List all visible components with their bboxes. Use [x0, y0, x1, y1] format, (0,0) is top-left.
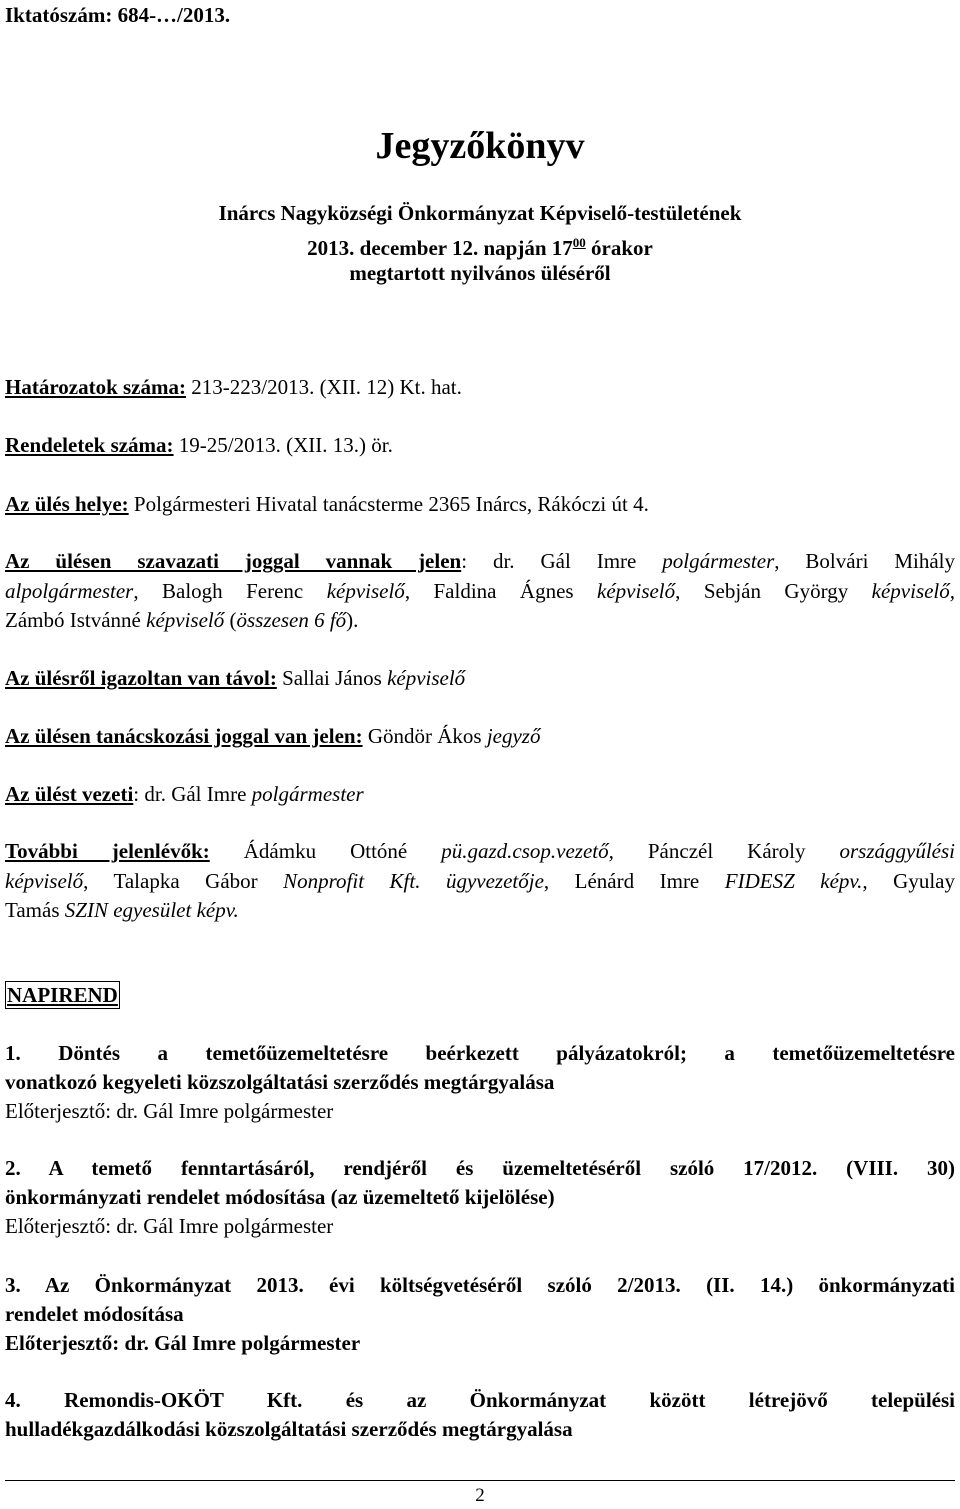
- decrees-line: [5, 430, 955, 460]
- chair-label: Az ülést vezeti: [5, 782, 134, 806]
- iktatoszam: Iktatószám: 684-…/2013.: [5, 3, 231, 27]
- attendance-label: Az ülésen szavazati joggal vannak jelen: [5, 549, 462, 573]
- attendance-role: képviselő: [146, 608, 225, 632]
- napirend-heading: NAPIREND: [7, 983, 118, 1007]
- attendance-role: képviselő: [597, 579, 676, 603]
- agenda-item-4-line-2: hulladékgazdálkodási közszolgáltatási szerződés megtárgyalása: [5, 1417, 573, 1441]
- others-text: , Gyulay: [862, 869, 955, 893]
- venue-line: [5, 489, 955, 519]
- subtitle-time-suffix: órakor: [585, 236, 653, 260]
- others-role: Nonprofit Kft.: [283, 869, 421, 893]
- subtitle-time-sup: 00: [572, 235, 586, 250]
- advisory-name: Göndör Ákos: [362, 724, 487, 748]
- others-text: Pánczél Károly: [613, 839, 840, 863]
- agenda-item-1-presenter: Előterjesztő: dr. Gál Imre polgármester: [5, 1099, 334, 1123]
- agenda-item-3-line-2: rendelet módosítása: [5, 1302, 184, 1326]
- venue-label: Az ülés helye:: [5, 492, 129, 516]
- resolutions-label: Határozatok száma:: [5, 375, 186, 399]
- document-title: Jegyzőkönyv: [375, 125, 585, 167]
- decrees-label: Rendeletek száma:: [5, 433, 174, 457]
- others-text: , Lénárd Imre: [543, 869, 725, 893]
- advisory-line: [5, 721, 955, 751]
- agenda-item-2-line-1: 2. A temető fenntartásáról, rendjéről és üzemeltetéséről szóló 17/2012. (VIII. 30): [5, 1156, 955, 1180]
- chair-name: : dr. Gál Imre: [133, 782, 252, 806]
- agenda-item-1-line-1: 1. Döntés a temetőüzemeltetésre beérkezett pályázatokról; a temetőüzemeltetésre: [5, 1041, 955, 1065]
- subtitle-line-1: Inárcs Nagyközségi Önkormányzat Képviselő-testületének: [218, 201, 742, 225]
- others-label: További jelenlévők:: [5, 839, 210, 863]
- attendance-text: (: [224, 608, 237, 632]
- absent-role: képviselő: [387, 666, 466, 690]
- others-role: FIDESZ képv.: [724, 869, 863, 893]
- subtitle-date: 2013. december 12. napján 17: [307, 236, 573, 260]
- resolutions-line: [5, 372, 955, 402]
- absent-name: Sallai János: [276, 666, 388, 690]
- subtitle-line-3: megtartott nyilvános üléséről: [349, 261, 611, 285]
- resolutions-value: 213-223/2013. (XII. 12) Kt. hat.: [186, 375, 462, 399]
- attendance-role: képviselő,: [871, 579, 956, 603]
- attendance-role: polgármester: [662, 549, 775, 573]
- attendance-role: alpolgármester: [5, 579, 134, 603]
- attendance-text: , Bolvári Mihály: [774, 549, 955, 573]
- others-text: , Talapka Gábor: [83, 869, 284, 893]
- attendance-total: összesen 6 fő: [236, 608, 347, 632]
- page-number: 2: [475, 1485, 485, 1506]
- agenda-item-3-line-1: 3. Az Önkormányzat 2013. évi költségvetéséről szóló 2/2013. (II. 14.) önkormányzati: [5, 1273, 955, 1297]
- others-text: Tamás: [5, 898, 65, 922]
- footer-divider: [5, 1480, 955, 1481]
- others-line-1: [5, 836, 955, 866]
- others-role: ügyvezetője: [445, 869, 544, 893]
- attendance-text: : dr. Gál Imre: [461, 549, 663, 573]
- agenda-item-2-presenter: Előterjesztő: dr. Gál Imre polgármester: [5, 1214, 334, 1238]
- chair-role: polgármester: [251, 782, 364, 806]
- agenda-item-4-line-1: 4. Remondis-OKÖT Kft. és az Önkormányzat között létrejövő települési: [5, 1388, 955, 1412]
- absent-line: [5, 663, 955, 693]
- advisory-role: jegyző: [486, 724, 541, 748]
- attendance-text: , Sebján György: [675, 579, 872, 603]
- agenda-item-1-line-2: vonatkozó kegyeleti közszolgáltatási szerződés megtárgyalása: [5, 1070, 555, 1094]
- attendance-line-3: [5, 605, 955, 635]
- advisory-label: Az ülésen tanácskozási joggal van jelen:: [5, 724, 363, 748]
- attendance-text: , Balogh Ferenc: [133, 579, 327, 603]
- others-role: pü.gazd.csop.vezető,: [441, 839, 614, 863]
- others-text: Ádámku Ottóné: [209, 839, 442, 863]
- absent-label: Az ülésről igazoltan van távol:: [5, 666, 277, 690]
- napirend-heading-line: [5, 980, 955, 1010]
- others-line-3: [5, 895, 955, 925]
- others-role: országgyűlési: [839, 839, 955, 863]
- attendance-text: , Faldina Ágnes: [404, 579, 598, 603]
- decrees-value: 19-25/2013. (XII. 13.) ör.: [173, 433, 393, 457]
- attendance-line-1: [5, 546, 955, 576]
- chair-line: [5, 779, 955, 809]
- agenda-item-2-line-2: önkormányzati rendelet módosítása (az üzemeltető kijelölése): [5, 1185, 555, 1209]
- agenda-item-3-presenter: Előterjesztő: dr. Gál Imre polgármester: [5, 1331, 361, 1355]
- others-line-2: [5, 866, 955, 896]
- attendance-line-2: [5, 576, 955, 606]
- attendance-text: Zámbó Istvánné: [5, 608, 147, 632]
- attendance-role: képviselő: [326, 579, 405, 603]
- others-text: [420, 869, 446, 893]
- venue-value: Polgármesteri Hivatal tanácsterme 2365 Inárcs, Rákóczi út 4.: [128, 492, 649, 516]
- others-role: képviselő: [5, 869, 84, 893]
- attendance-text: ).: [346, 608, 359, 632]
- others-role: SZIN egyesület képv.: [64, 898, 239, 922]
